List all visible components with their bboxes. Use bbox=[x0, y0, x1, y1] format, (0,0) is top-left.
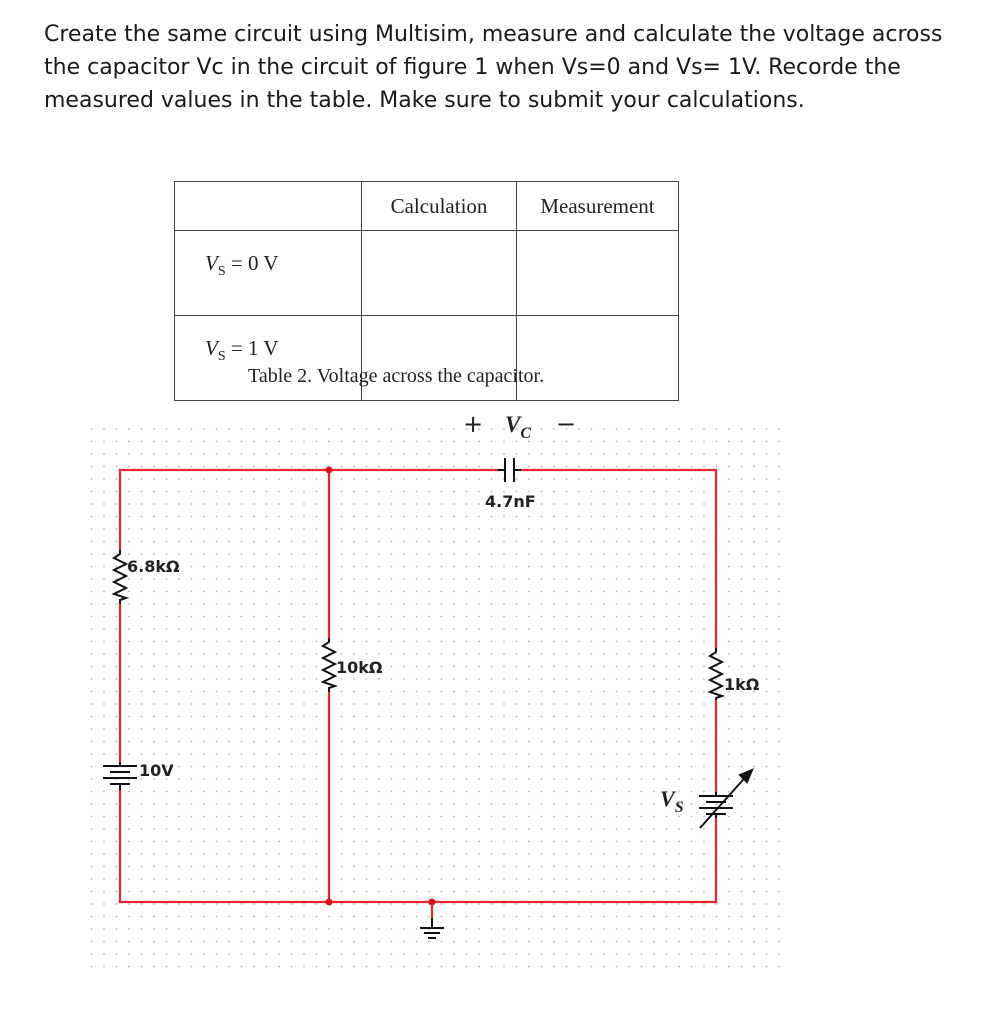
cell-measurement-vs0[interactable] bbox=[517, 231, 679, 316]
grid-background bbox=[82, 422, 782, 974]
node-ground bbox=[429, 899, 436, 906]
vs-label: $V_S$ bbox=[660, 786, 684, 816]
node-bottom-mid bbox=[326, 899, 333, 906]
battery-label: 10V bbox=[139, 761, 174, 780]
vc-label: $V_C$ bbox=[505, 412, 532, 442]
instructions-text: Create the same circuit using Multisim, measure and calculate the voltage across the capacitor Vc in the circuit of figure 1 when Vs=0 and Vs= 1V. Recorde the measured values in the table. Make sure to submit your calculations. bbox=[44, 22, 943, 113]
resistor-mid-label: 10kΩ bbox=[336, 658, 383, 677]
vc-minus-sign: − bbox=[556, 410, 577, 438]
resistor-left-label: 6.8kΩ bbox=[127, 557, 180, 576]
circuit-diagram bbox=[0, 400, 989, 1000]
table-header-measurement: Measurement bbox=[517, 182, 679, 231]
resistor-right-label: 1kΩ bbox=[724, 675, 760, 694]
capacitor-label: 4.7nF bbox=[485, 492, 536, 511]
table-header-empty bbox=[175, 182, 362, 231]
row-label-vs1: $V_S = 1$ V bbox=[175, 316, 362, 401]
node-top-mid bbox=[326, 467, 333, 474]
table-header-calculation: Calculation bbox=[362, 182, 517, 231]
table-caption: Table 2. Voltage across the capacitor. bbox=[248, 365, 545, 387]
vc-plus-sign: + bbox=[463, 410, 484, 438]
row-label-vs0: $V_S = 0$ V bbox=[175, 231, 362, 316]
cell-calculation-vs0[interactable] bbox=[362, 231, 517, 316]
